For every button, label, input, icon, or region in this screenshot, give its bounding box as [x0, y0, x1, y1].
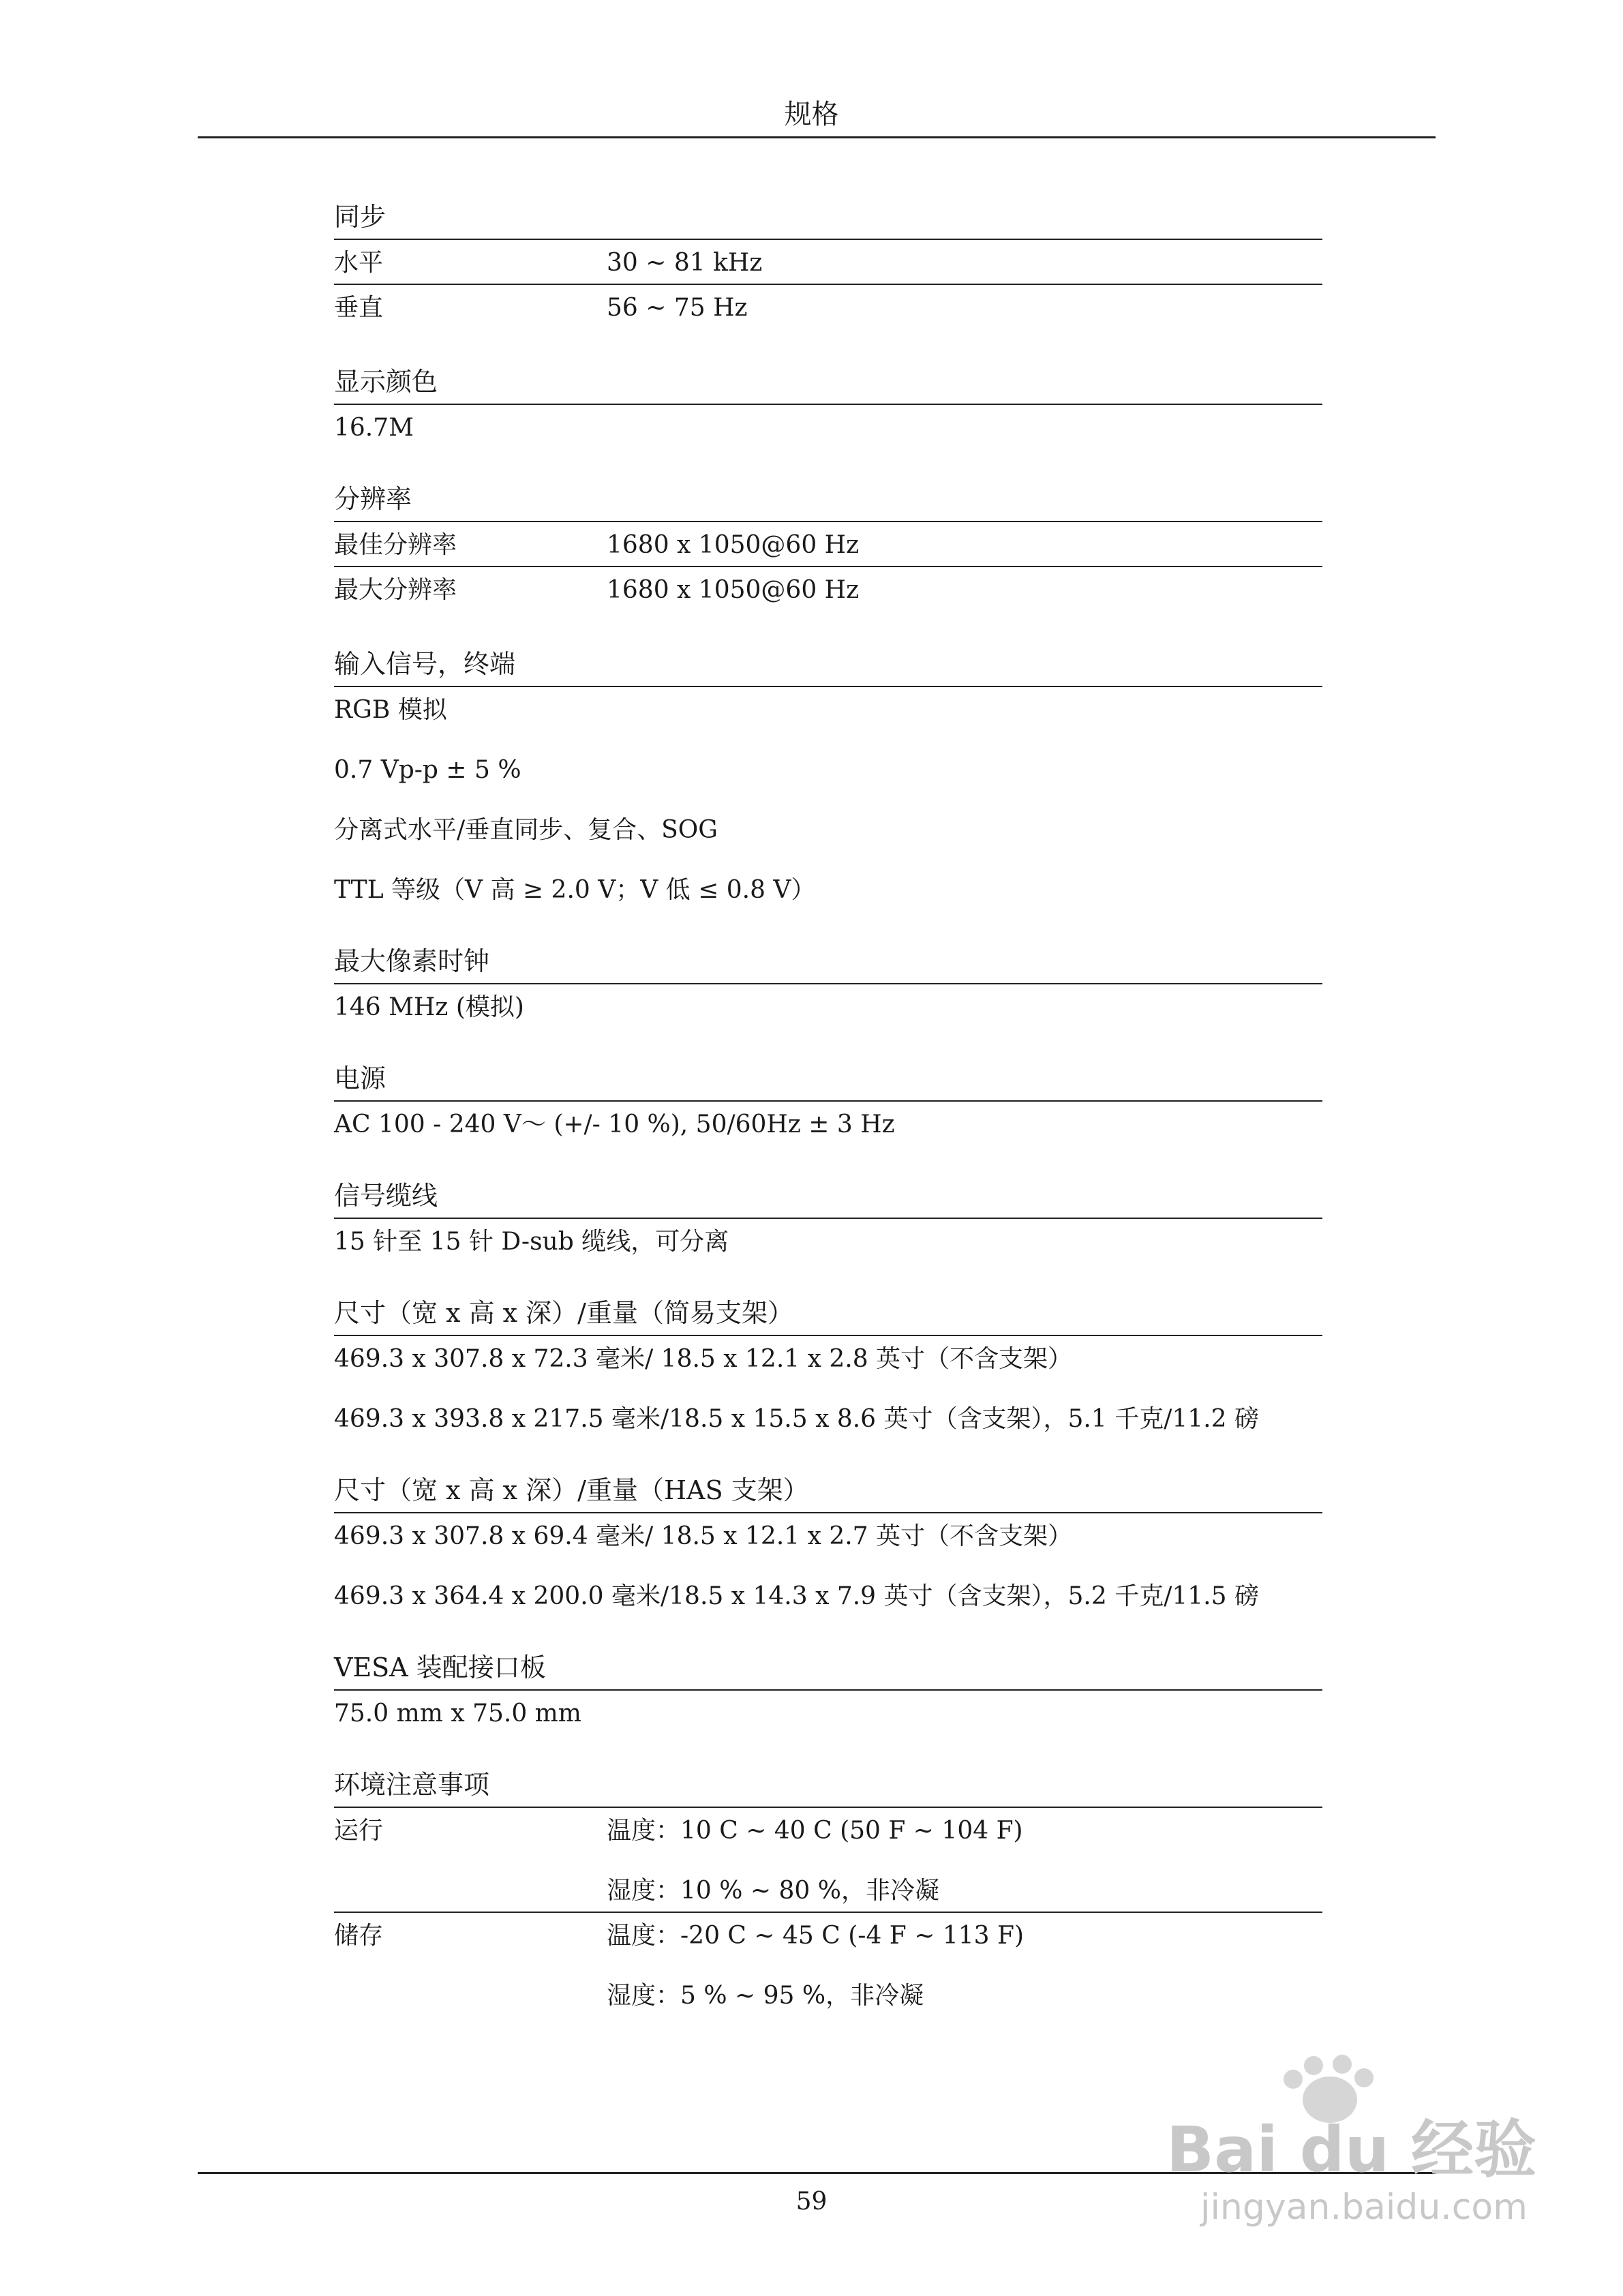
section-title: 信号缆线 — [334, 1178, 1322, 1219]
section-environment — [334, 1767, 1322, 2016]
section-title: 同步 — [334, 199, 1322, 240]
spec-line: 75.0 mm x 75.0 mm — [334, 1700, 581, 1727]
spec-row — [334, 1808, 1322, 1912]
section-title: 最大像素时钟 — [334, 943, 1322, 984]
spec-line: 16.7M — [334, 414, 414, 442]
section-power — [334, 1061, 1322, 1143]
spec-content — [334, 199, 1322, 2016]
section-title: 电源 — [334, 1061, 1322, 1102]
section-title: 输入信号，终端 — [334, 646, 1322, 687]
spec-line: 0.7 Vp-p ± 5 % — [334, 756, 521, 784]
spec-line: RGB 模拟 — [334, 696, 447, 724]
spec-row — [334, 284, 1322, 329]
baidu-watermark — [1159, 2052, 1541, 2229]
spec-line: 469.3 x 393.8 x 217.5 毫米/18.5 x 15.5 x 8.6 英寸（含支架），5.1 千克/11.2 磅 — [334, 1405, 1259, 1433]
row-value: 湿度：10 % ~ 80 %，非冷凝 — [607, 1877, 939, 1905]
spec-line: 分离式水平/垂直同步、复合、SOG — [334, 816, 718, 844]
spec-line: AC 100 - 240 V～ (+/- 10 %), 50/60Hz ± 3 Hz — [334, 1111, 895, 1138]
section-signal-cable — [334, 1178, 1322, 1260]
section-dimensions-simple-stand — [334, 1295, 1322, 1437]
section-display-colors — [334, 364, 1322, 446]
row-value: 湿度：5 % ~ 95 %，非冷凝 — [607, 1982, 924, 2010]
section-max-pixel-clock — [334, 943, 1322, 1025]
section-title: VESA 装配接口板 — [334, 1650, 1322, 1691]
spec-line: TTL 等级（V 高 ≥ 2.0 V；V 低 ≤ 0.8 V） — [334, 876, 816, 904]
row-label: 水平 — [334, 249, 384, 277]
section-title: 显示颜色 — [334, 364, 1322, 405]
spec-line: 469.3 x 307.8 x 69.4 毫米/ 18.5 x 12.1 x 2.7 英寸（不含支架） — [334, 1522, 1073, 1550]
spec-row — [334, 566, 1322, 611]
section-resolution — [334, 481, 1322, 611]
section-title: 分辨率 — [334, 481, 1322, 522]
row-label: 垂直 — [334, 294, 384, 322]
page-header-title: 规格 — [784, 99, 839, 130]
row-label: 运行 — [334, 1817, 384, 1845]
header-divider — [198, 136, 1436, 138]
row-label: 最大分辨率 — [334, 576, 457, 604]
section-title: 尺寸（宽 x 高 x 深）/重量（HAS 支架） — [334, 1472, 1322, 1513]
row-value: 1680 x 1050@60 Hz — [607, 531, 860, 559]
watermark-brand: Bai du 经验 — [1166, 2113, 1537, 2186]
section-title: 环境注意事项 — [334, 1767, 1322, 1808]
spec-line: 146 MHz (模拟) — [334, 993, 524, 1021]
row-value: 温度：-20 C ~ 45 C (-4 F ~ 113 F) — [607, 1922, 1025, 1950]
spec-row — [334, 240, 1322, 284]
row-value: 30 ~ 81 kHz — [607, 249, 763, 277]
spec-row — [334, 522, 1322, 566]
section-sync — [334, 199, 1322, 329]
section-vesa-mount — [334, 1650, 1322, 1732]
page-number: 59 — [795, 2188, 828, 2216]
row-value: 1680 x 1050@60 Hz — [607, 576, 860, 604]
paw-icon — [1284, 2055, 1374, 2123]
section-title: 尺寸（宽 x 高 x 深）/重量（简易支架） — [334, 1295, 1322, 1336]
row-value: 56 ~ 75 Hz — [607, 294, 748, 322]
watermark-url: jingyan.baidu.com — [1200, 2187, 1528, 2228]
spec-line: 469.3 x 307.8 x 72.3 毫米/ 18.5 x 12.1 x 2.8 英寸（不含支架） — [334, 1345, 1073, 1373]
section-dimensions-has-stand — [334, 1472, 1322, 1614]
spec-line: 15 针至 15 针 D-sub 缆线，可分离 — [334, 1228, 729, 1256]
row-value: 温度：10 C ~ 40 C (50 F ~ 104 F) — [607, 1817, 1023, 1845]
spec-row — [334, 1912, 1322, 2016]
row-label: 最佳分辨率 — [334, 531, 457, 559]
spec-line: 469.3 x 364.4 x 200.0 毫米/18.5 x 14.3 x 7.9 英寸（含支架），5.2 千克/11.5 磅 — [334, 1582, 1259, 1610]
row-label: 储存 — [334, 1922, 384, 1950]
section-input-signal — [334, 646, 1322, 908]
